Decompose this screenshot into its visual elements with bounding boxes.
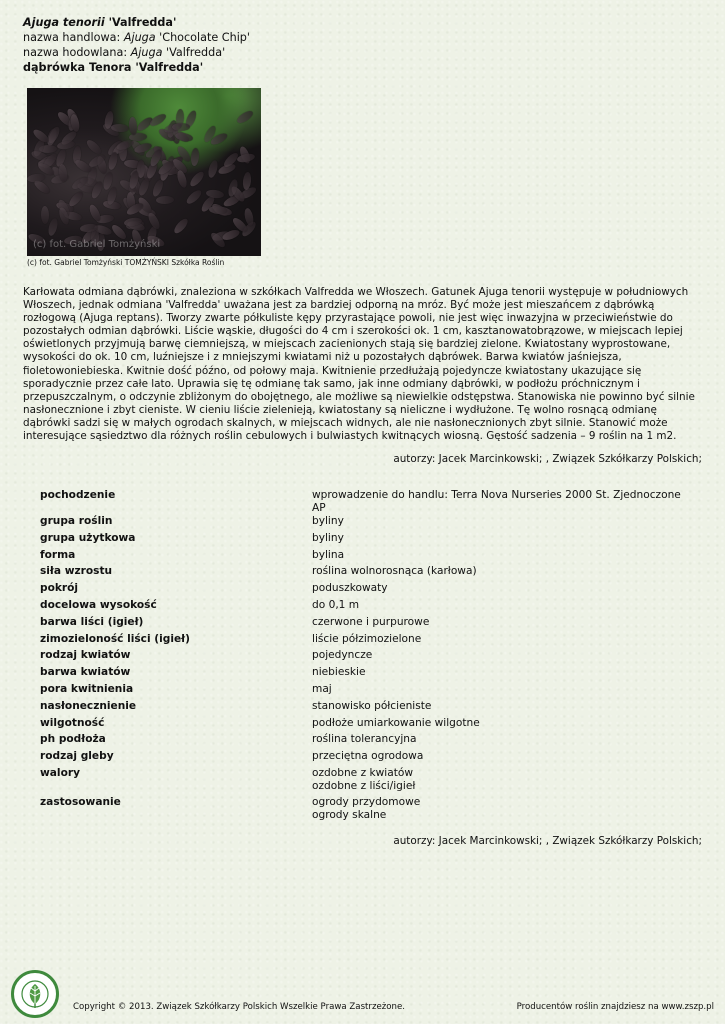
property-key: rodzaj gleby xyxy=(40,750,114,763)
property-value-line: pojedyncze xyxy=(312,649,373,662)
plant-photo xyxy=(27,88,261,256)
photo-leaf xyxy=(151,178,165,198)
breed-genus: Ajuga xyxy=(130,46,163,59)
property-value-line: ogrody przydomowe xyxy=(312,795,421,808)
property-value-line: niebieskie xyxy=(312,666,366,679)
plant-photo-block xyxy=(27,88,261,267)
property-value xyxy=(312,750,692,767)
author-line-top: autorzy: Jacek Marcinkowski; , Związek Szkółkarzy Polskich; xyxy=(393,453,702,465)
property-key: ph podłoża xyxy=(40,733,106,746)
property-value xyxy=(312,700,692,717)
property-value-line-2: ozdobne z liści/igieł xyxy=(312,779,416,792)
property-key: barwa liści (igieł) xyxy=(40,615,144,628)
property-row xyxy=(40,532,692,549)
property-row xyxy=(40,515,692,532)
property-value-line: podłoże umiarkowanie wilgotne xyxy=(312,716,480,729)
property-row xyxy=(40,489,692,515)
photo-leaf xyxy=(146,211,162,231)
property-value xyxy=(312,796,692,825)
property-key: rodzaj kwiatów xyxy=(40,649,131,662)
photo-leaf xyxy=(172,123,190,131)
property-value-line: przeciętna ogrodowa xyxy=(312,750,424,763)
property-row xyxy=(40,599,692,616)
property-value-line: wprowadzenie do handlu: Terra Nova Nurseries 2000 St. Zjednoczone AP xyxy=(312,489,681,514)
property-value xyxy=(312,489,692,515)
photo-leaf xyxy=(85,137,104,155)
trade-cultivar: 'Chocolate Chip' xyxy=(155,31,250,44)
zszp-logo[interactable] xyxy=(11,970,59,1018)
property-value xyxy=(312,733,692,750)
property-value-line: liście półzimozielone xyxy=(312,632,422,645)
property-key: grupa roślin xyxy=(40,515,113,527)
photo-leaf xyxy=(191,148,201,167)
properties-table xyxy=(40,489,692,825)
photo-leaf xyxy=(206,159,219,178)
breed-cultivar: 'Valfredda' xyxy=(162,46,226,59)
property-value xyxy=(312,649,692,666)
property-value-line: poduszkowaty xyxy=(312,582,388,595)
property-row xyxy=(40,582,692,599)
property-value xyxy=(312,767,692,796)
property-value xyxy=(312,565,692,582)
property-row xyxy=(40,683,692,700)
trade-name xyxy=(23,30,250,45)
property-value-line: maj xyxy=(312,682,332,695)
property-key: forma xyxy=(40,548,76,561)
property-row xyxy=(40,750,692,767)
property-row xyxy=(40,733,692,750)
property-value xyxy=(312,633,692,650)
latin-name xyxy=(23,15,250,30)
property-row xyxy=(40,565,692,582)
photo-leaf xyxy=(137,177,151,197)
photo-leaf xyxy=(148,112,168,128)
property-key: wilgotność xyxy=(40,716,105,729)
footer-producers-link[interactable]: Producentów roślin znajdziesz na www.zszp.pl xyxy=(516,1002,714,1012)
breed-prefix: nazwa hodowlana: xyxy=(23,46,131,59)
photo-leaf xyxy=(208,205,227,215)
property-key: pochodzenie xyxy=(40,489,116,501)
property-row xyxy=(40,717,692,734)
photo-leaf xyxy=(67,190,85,209)
property-value-line: do 0,1 m xyxy=(312,598,360,611)
property-value xyxy=(312,599,692,616)
photo-leaf xyxy=(27,173,45,183)
property-key: pokrój xyxy=(40,582,79,595)
property-value-line: roślina tolerancyjna xyxy=(312,733,417,746)
property-row xyxy=(40,633,692,650)
author-line-bottom: autorzy: Jacek Marcinkowski; , Związek Szkółkarzy Polskich; xyxy=(393,835,702,847)
latin-genus: Ajuga tenorii xyxy=(23,16,105,29)
property-value-line: byliny xyxy=(312,515,344,527)
photo-leaf xyxy=(56,140,75,151)
property-row xyxy=(40,796,692,825)
property-row xyxy=(40,649,692,666)
photo-leaf xyxy=(235,109,254,126)
property-key: zimozieloność liści (igieł) xyxy=(40,632,190,645)
plant-description: Karłowata odmiana dąbrówki, znaleziona w szkółkach Valfredda we Włoszech. Gatunek Ajuga tenorii występuje w południowych Włoszech, jednak odmiana 'Valfredda' uważana jest za bardziej odporną na mróz. Być może jest mieszańcem z dąbrówką rozłogową (Ajuga reptans). Tworzy zwarte półkuliste kępy przyrastające powoli, nie jest więc inwazyjna w przeciwieństwie do pozostałych odmian dąbrówki. Liście wąskie, długości do 4 cm i szerokości ok. 1 cm, kasztanowatobrązowe, w miejscach lepiej oświetlonych przyjmują barwę ciemniejszą, w miejscach zacienionych stają się bardziej zielone. Kwiatostany wyprostowane, wysokości do ok. 10 cm, luźniejsze i z mniejszymi kwiatami niż u pozostałych dąbrówek. Barwa kwiatów jaśniejsza, fioletowoniebieska. Kwitnie dość późno, od połowy maja. Kwitnienie przedłużają pojedyncze kwiatostany ukazujące się sporadycznie przez całe lato. Uprawia się tę odmianę tak samo, jak inne odmiany dąbrówki, w podłożu próchnicznym i przepuszczalnym, o odczynie zbliżonym do obojętnego, ale możliwe są niewielkie odstępstwa. Stanowiska nie powinno być silnie nasłonecznione i zbyt cieniste. W cieniu liście zielenieją, kwiatostany są nieliczne i wydłużone. Tę wolno rosnącą odmianę dąbrówki sadzi się w małych ogrodach skalnych, w miejscach widnych, ale nie nasłonecznionych zbyt silnie. Stanowić może interesujące sąsiedztwo dla różnych roślin cebulowych i bulwiastych kwitnących wiosną. Gęstość sadzenia – 9 roślin na 1 m2. xyxy=(23,286,695,443)
property-row xyxy=(40,549,692,566)
property-value xyxy=(312,532,692,549)
photo-leaf xyxy=(184,188,203,206)
property-row xyxy=(40,700,692,717)
photo-leaf xyxy=(172,216,190,235)
property-row xyxy=(40,616,692,633)
latin-cultivar: 'Valfredda' xyxy=(104,16,177,29)
trade-genus: Ajuga xyxy=(123,31,156,44)
property-value-line: czerwone i purpurowe xyxy=(312,615,430,628)
breed-name xyxy=(23,45,250,60)
property-key: walory xyxy=(40,766,80,779)
property-key: pora kwitnienia xyxy=(40,682,134,695)
property-value xyxy=(312,666,692,683)
footer-copyright: Copyright © 2013. Związek Szkółkarzy Polskich Wszelkie Prawa Zastrzeżone. xyxy=(73,1002,405,1012)
property-key: siła wzrostu xyxy=(40,565,113,578)
property-value-line: bylina xyxy=(312,548,345,561)
photo-leaf xyxy=(47,217,59,236)
property-value xyxy=(312,582,692,599)
polish-name: dąbrówka Tenora 'Valfredda' xyxy=(23,61,204,74)
trade-prefix: nazwa handlowa: xyxy=(23,31,124,44)
photo-leaf xyxy=(188,169,206,188)
plant-header xyxy=(23,15,250,75)
property-key: nasłonecznienie xyxy=(40,699,137,712)
property-value xyxy=(312,549,692,566)
property-value xyxy=(312,616,692,633)
leaf-icon xyxy=(15,974,55,1014)
property-key: zastosowanie xyxy=(40,795,121,808)
property-value-line-2: ogrody skalne xyxy=(312,808,387,821)
photo-watermark: (c) fot. Gabriel Tomżyński xyxy=(33,239,161,250)
property-value-line: stanowisko półcieniste xyxy=(312,699,432,712)
property-value xyxy=(312,515,692,532)
property-row xyxy=(40,767,692,796)
photo-leaf xyxy=(156,195,174,203)
photo-leaf xyxy=(41,206,49,224)
property-value xyxy=(312,717,692,734)
property-value-line: ozdobne z kwiatów xyxy=(312,766,414,779)
property-key: docelowa wysokość xyxy=(40,598,157,611)
property-row xyxy=(40,666,692,683)
property-value-line: roślina wolnorosnąca (karłowa) xyxy=(312,565,477,578)
photo-caption: (c) fot. Gabriel Tomżyński TOMŻYŃSKI Szkółka Roślin xyxy=(27,258,225,267)
property-value xyxy=(312,683,692,700)
property-value-line: byliny xyxy=(312,531,344,544)
property-key: barwa kwiatów xyxy=(40,666,131,679)
property-key: grupa użytkowa xyxy=(40,531,136,544)
